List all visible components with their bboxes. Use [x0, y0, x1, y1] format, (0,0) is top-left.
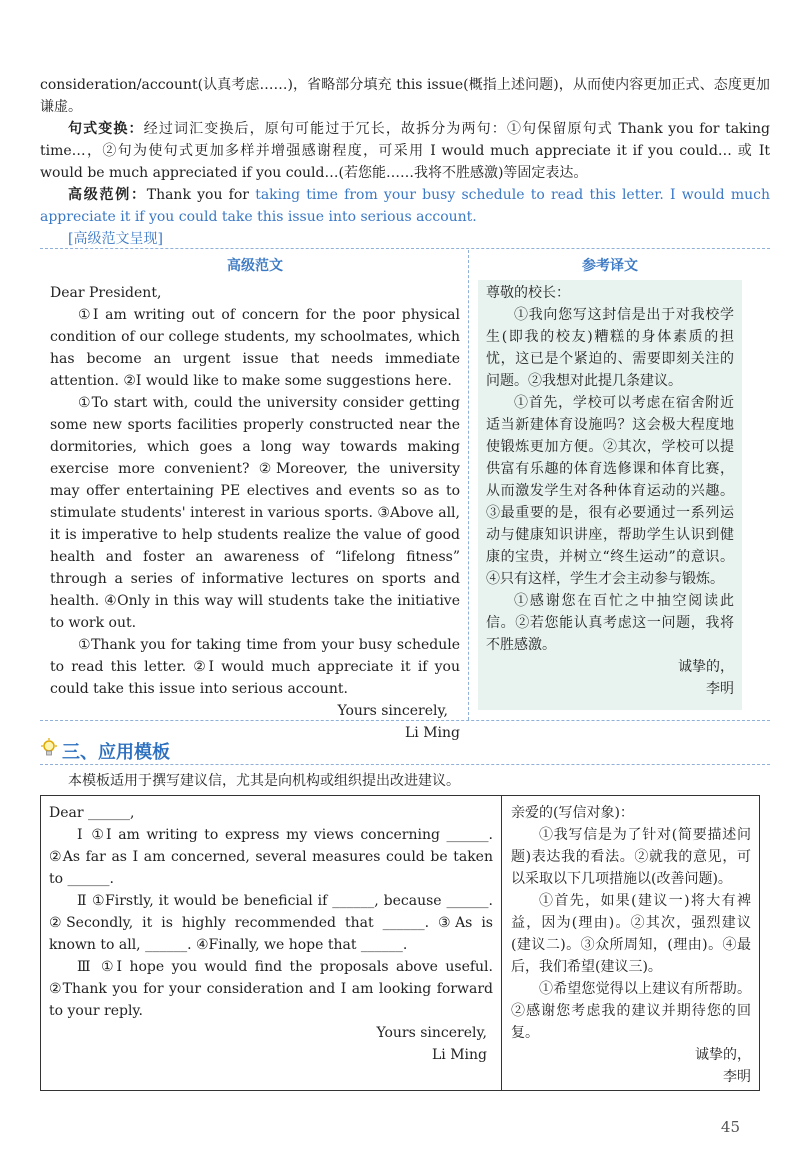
template-en-p3: Ⅲ ①I hope you would find the proposals above useful. ②Thank you for your consideration and I am looking forward to your reply.	[49, 959, 493, 1019]
essay-en-p2: ①To start with, could the university consider getting some new sports facilities properly constructed near the dormitories, which goes a long way towards making exercise more convenient? ②Moreover, the university may offer entertaining PE electives and events so as to stimulate students' interest in various sports. ③Above all, it is imperative to help students realize the value of good health and foster an awareness of “lifelong fitness” through a series of informative lectures on sports and health. ④Only in this way will students take the initiative to work out.	[50, 395, 460, 631]
template-zh-p1: ①我写信是为了针对(简要描述问题)表达我的看法。②就我的意见，可以采取以下几项措施以(改善问题)。	[511, 827, 751, 887]
example-plain: Thank you for	[146, 187, 256, 203]
transform-text: 经过词汇变换后，原句可能过于冗长，故拆分为两句：①句保留原句式 Thank you for taking time…，②句为使句式更加多样并增强感谢程度，可采用 I would much appreciate it if you could… 或 It would be much appreciated if you could…(若您能……我将不胜感激)等固定表达。	[40, 121, 771, 181]
template-en-closing: Yours sincerely,	[376, 1025, 487, 1041]
essay-chinese	[478, 280, 742, 710]
intro-paragraph	[40, 74, 770, 118]
example-highlight: taking time from your busy schedule to read this letter. I would much appreciate it if you could take this issue into serious account.	[40, 187, 770, 225]
essay-en-closing: Yours sincerely,	[337, 703, 448, 719]
template-en-salutation: Dear ______,	[49, 805, 135, 821]
essay-top-divider	[40, 248, 770, 249]
lightbulb-icon	[40, 738, 58, 763]
template-en-p2: Ⅱ ①Firstly, it would be beneficial if ______, because ______. ②Secondly, it is highly recommended that ______. ③As is known to all, ______. ④Finally, we hope that ______.	[49, 893, 493, 953]
template-en-signature: Li Ming	[431, 1047, 487, 1063]
essay-zh-p3: ①感谢您在百忙之中抽空阅读此信。②若您能认真考虑这一问题，我将不胜感激。	[486, 593, 734, 653]
page-number: 45	[720, 1118, 740, 1136]
essay-en-header: 高级范文	[227, 258, 283, 274]
template-zh-signature: 李明	[723, 1069, 751, 1085]
essay-english	[50, 282, 460, 744]
template-column-divider	[501, 796, 502, 1090]
essay-bottom-divider	[40, 720, 770, 721]
template-zh-closing: 诚挚的，	[695, 1047, 751, 1063]
transform-label: 句式变换：	[68, 121, 144, 137]
template-zh-salutation: 亲爱的(写信对象)：	[511, 805, 634, 821]
essay-en-salutation: Dear President,	[50, 285, 162, 301]
essay-zh-p1: ①我向您写这封信是出于对我校学生(即我的校友)糟糕的身体素质的担忧，这已是个紧迫的、需要即刻关注的问题。②我想对此提几条建议。	[486, 307, 734, 389]
section-divider	[40, 764, 770, 765]
essay-zh-salutation: 尊敬的校长：	[486, 285, 570, 301]
section-title	[40, 738, 170, 764]
advanced-example-paragraph	[40, 184, 770, 228]
essay-en-p1: ①I am writing out of concern for the poor physical condition of our college students, my schoolmates, which has become an urgent issue that needs immediate attention. ②I would like to make some suggestions here.	[50, 307, 460, 389]
template-en-p1: Ⅰ ①I am writing to express my views concerning ______. ②As far as I am concerned, several measures could be taken to ______.	[49, 827, 493, 887]
essay-en-p3: ①Thank you for taking time from your busy schedule to read this letter. ②I would much appreciate it if you could take this issue into serious account.	[50, 637, 460, 697]
essay-zh-p2: ①首先，学校可以考虑在宿舍附近适当新建体育设施吗？这会极大程度地使锻炼更加方便。②其次，学校可以提供富有乐趣的体育选修课和体育比赛，从而激发学生对各种体育运动的兴趣。③最重要的是，很有必要通过一系列运动与健康知识讲座，帮助学生认识到健康的宝贵，并树立“终生运动”的意识。④只有这样，学生才会主动参与锻炼。	[486, 395, 734, 587]
essay-zh-closing: 诚挚的，	[678, 659, 734, 675]
section-title-text: 三、应用模板	[62, 742, 170, 763]
intro-text: consideration/account(认真考虑……)，省略部分填充 this issue(概指上述问题)，从而使内容更加正式、态度更加谦虚。	[40, 77, 770, 115]
essay-column-divider	[468, 250, 469, 720]
template-english	[49, 802, 493, 1066]
template-chinese	[511, 802, 751, 1088]
showcase-label: [高级范文呈现]	[68, 231, 163, 247]
section-description: 本模板适用于撰写建议信，尤其是向机构或组织提出改进建议。	[68, 773, 460, 789]
template-zh-p2: ①首先，如果(建议一)将大有裨益，因为(理由)。②其次，强烈建议(建议二)。③众所周知，(理由)。④最后，我们希望(建议三)。	[511, 893, 751, 975]
template-zh-p3: ①希望您觉得以上建议有所帮助。②感谢您考虑我的建议并期待您的回复。	[511, 981, 751, 1041]
essay-zh-signature: 李明	[706, 681, 734, 697]
essay-en-signature: Li Ming	[404, 725, 460, 741]
template-box	[40, 795, 760, 1091]
sentence-transform-paragraph	[40, 118, 770, 184]
example-label: 高级范例：	[68, 187, 147, 203]
essay-zh-header: 参考译文	[582, 258, 638, 274]
